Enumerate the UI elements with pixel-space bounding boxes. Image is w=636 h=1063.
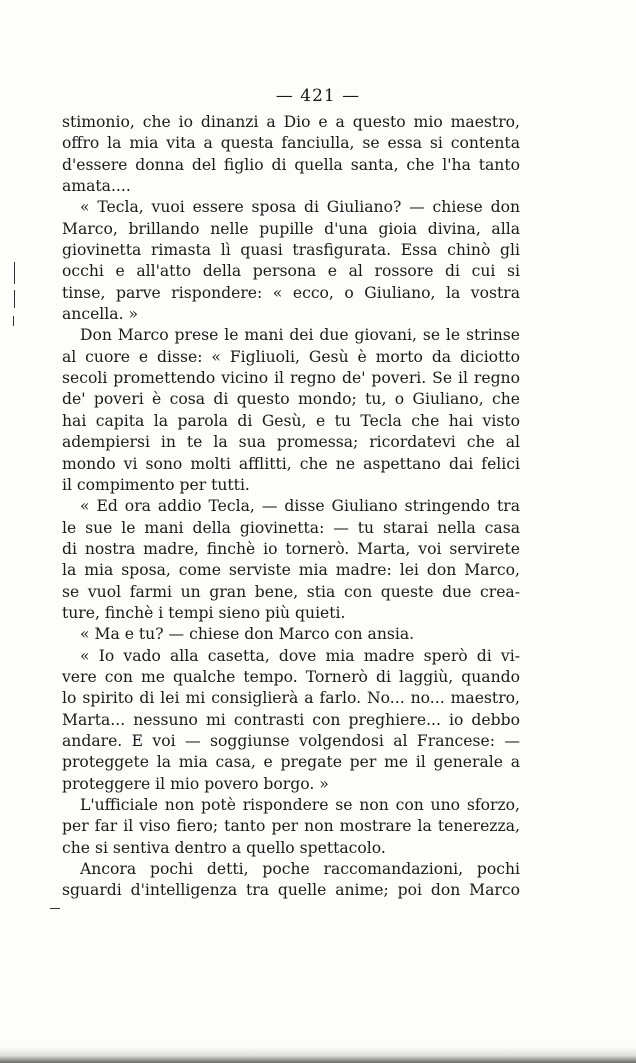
text-line: giovinetta rimasta lì quasi trasfigurata. Essa chinò gli [62, 241, 520, 260]
text-line: che si sentiva dentro a quello spettacolo. [62, 838, 386, 857]
text-line: Ancora pochi detti, poche raccomandazioni, pochi [80, 860, 520, 879]
text-line: offro la mia vita a questa fanciulla, se essa si contenta [62, 134, 520, 153]
text-line: ancella. » [62, 305, 139, 324]
text-line: stimonio, che io dinanzi a Dio e a questo mio maestro, [62, 113, 520, 131]
text-line: sguardi d'intelligenza tra quelle anime; poi don Marco [62, 881, 520, 900]
text-line: proteggete la mia casa, e pregate per me il generale a [62, 753, 520, 772]
text-line: al cuore e disse: « Figliuoli, Gesù è morto da diciotto [62, 347, 520, 366]
text-line: occhi e all'atto della persona e al rossore di cui si [62, 262, 520, 281]
text-line: L'ufficiale non potè rispondere se non con uno sforzo, [80, 796, 520, 814]
text-line: il compimento per tutti. [62, 475, 250, 494]
text-line: se vuol farmi un gran bene, stia con queste due crea- [62, 582, 520, 601]
text-line: tinse, parve rispondere: « ecco, o Giuliano, la vostra [62, 283, 520, 302]
text-line: ture, finchè i tempi sieno più quieti. [62, 603, 346, 622]
text-line: di nostra madre, finchè io tornerò. Marta, voi servirete [62, 539, 520, 558]
text-line: amata.... [62, 177, 131, 196]
text-line: proteggere il mio povero borgo. » [62, 774, 329, 793]
text-line: lo spirito di lei mi consiglierà a farlo. No... no... maestro, [62, 689, 520, 708]
text-line: de' poveri è cosa di questo mondo; tu, o Giuliano, che [62, 390, 520, 409]
text-line: d'essere donna del figlio di quella santa, che l'ha tanto [62, 155, 520, 174]
text-line: « Io vado alla casetta, dove mia madre sperò di vi- [80, 646, 520, 665]
margin-mark-middle [14, 290, 15, 308]
text-line: mondo vi sono molti afflitti, che ne aspettano dai felici [62, 454, 520, 473]
page-number: — 421 — [275, 86, 361, 106]
margin-mark-top [14, 262, 15, 284]
text-line: adempiersi in te la sua promessa; ricordatevi che al [62, 433, 520, 452]
text-line: per far il viso fiero; tanto per non mostrare la tenerezza, [62, 817, 520, 836]
text-line: hai capita la parola di Gesù, e tu Tecla che hai visto [62, 411, 520, 430]
margin-dash-mark [50, 908, 60, 909]
text-line: Marta... nessuno mi contrasti con preghiere... io debbo [62, 710, 520, 729]
text-line: « Ed ora addio Tecla, — disse Giuliano stringendo tra [80, 497, 520, 516]
text-line: Don Marco prese le mani dei due giovani, se le strinse [80, 326, 520, 345]
text-line: secoli promettendo vicino il regno de' poveri. Se il regno [62, 369, 520, 388]
text-line: vere con me qualche tempo. Tornerò di laggiù, quando [62, 667, 520, 686]
body-text [62, 112, 520, 902]
margin-mark-lower [13, 316, 14, 326]
text-line: andare. E voi — soggiunse volgendosi al Francese: — [62, 731, 520, 750]
text-line: Marco, brillando nelle pupille d'una gioia divina, alla [62, 219, 520, 238]
scan-bottom-edge [0, 1047, 636, 1063]
text-line: « Ma e tu? — chiese don Marco con ansia. [80, 625, 415, 644]
text-line: « Tecla, vuoi essere sposa di Giuliano? — chiese don [80, 198, 520, 217]
text-line: le sue le mani della giovinetta: — tu starai nella casa [62, 518, 520, 537]
text-line: la mia sposa, come serviste mia madre: lei don Marco, [62, 561, 520, 580]
